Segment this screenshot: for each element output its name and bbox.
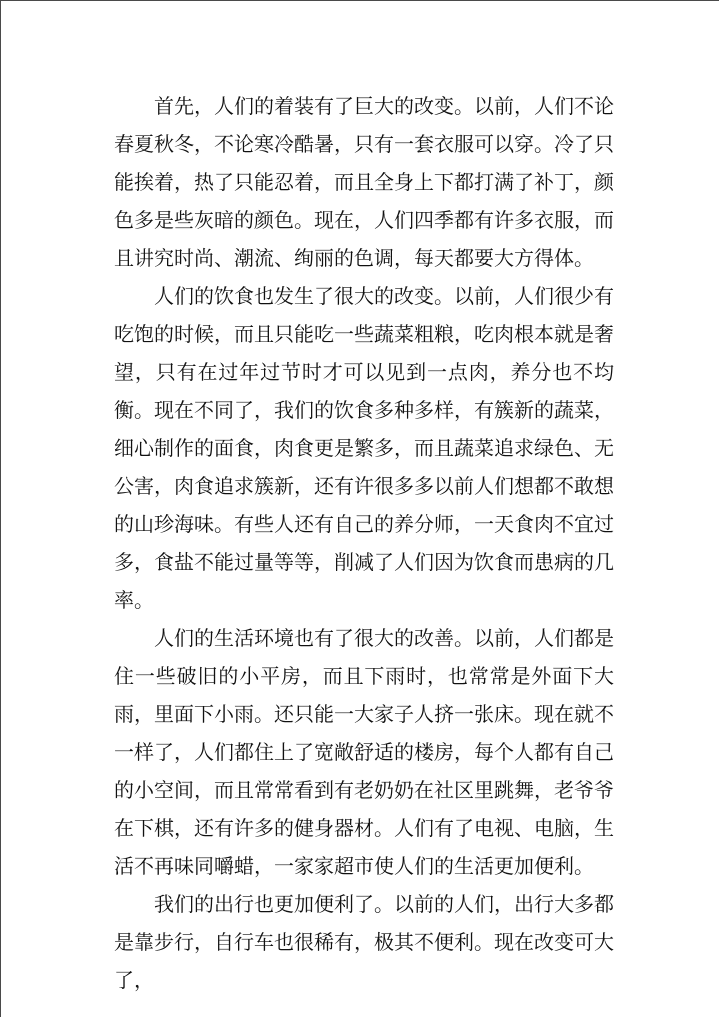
paragraph-travel: 我们的出行也更加便利了。以前的人们，出行大多都是靠步行，自行车也很稀有，极其不便利。现在改变可大了， xyxy=(114,892,614,992)
paragraph-living-environment: 人们的生活环境也有了很大的改善。以前，人们都是住一些破旧的小平房，而且下雨时，也常常是外面下大雨，里面下小雨。还只能一大家子人挤一张床。现在就不一样了，人们都住上了宽敞舒适的楼房，每个人都有自己的小空间，而且常常看到有老奶奶在社区里跳舞，老爷爷在下棋，还有许多的健身器材。人们有了电视、电脑，生活不再味同嚼蜡，一家家超市使人们的生活更加便利。 xyxy=(114,626,614,878)
paragraph-diet: 人们的饮食也发生了很大的改变。以前，人们很少有吃饱的时候，而且只能吃一些蔬菜粗粮，吃肉根本就是奢望，只有在过年过节时才可以见到一点肉，养分也不均衡。现在不同了，我们的饮食多种多样，有簇新的蔬菜，细心制作的面食，肉食更是繁多，而且蔬菜追求绿色、无公害，肉食追求簇新，还有许很多多以前人们想都不敢想的山珍海味。有些人还有自己的养分师，一天食肉不宜过多，食盐不能过量等等，削减了人们因为饮食而患病的几率。 xyxy=(114,284,614,612)
paragraph-clothing: 首先，人们的着装有了巨大的改变。以前，人们不论春夏秋冬，不论寒冷酷暑，只有一套衣服可以穿。冷了只能挨着，热了只能忍着，而且全身上下都打满了补丁，颜色多是些灰暗的颜色。现在，人们四季都有许多衣服，而且讲究时尚、潮流、绚丽的色调，每天都要大方得体。 xyxy=(114,94,614,270)
document-body xyxy=(114,87,614,999)
